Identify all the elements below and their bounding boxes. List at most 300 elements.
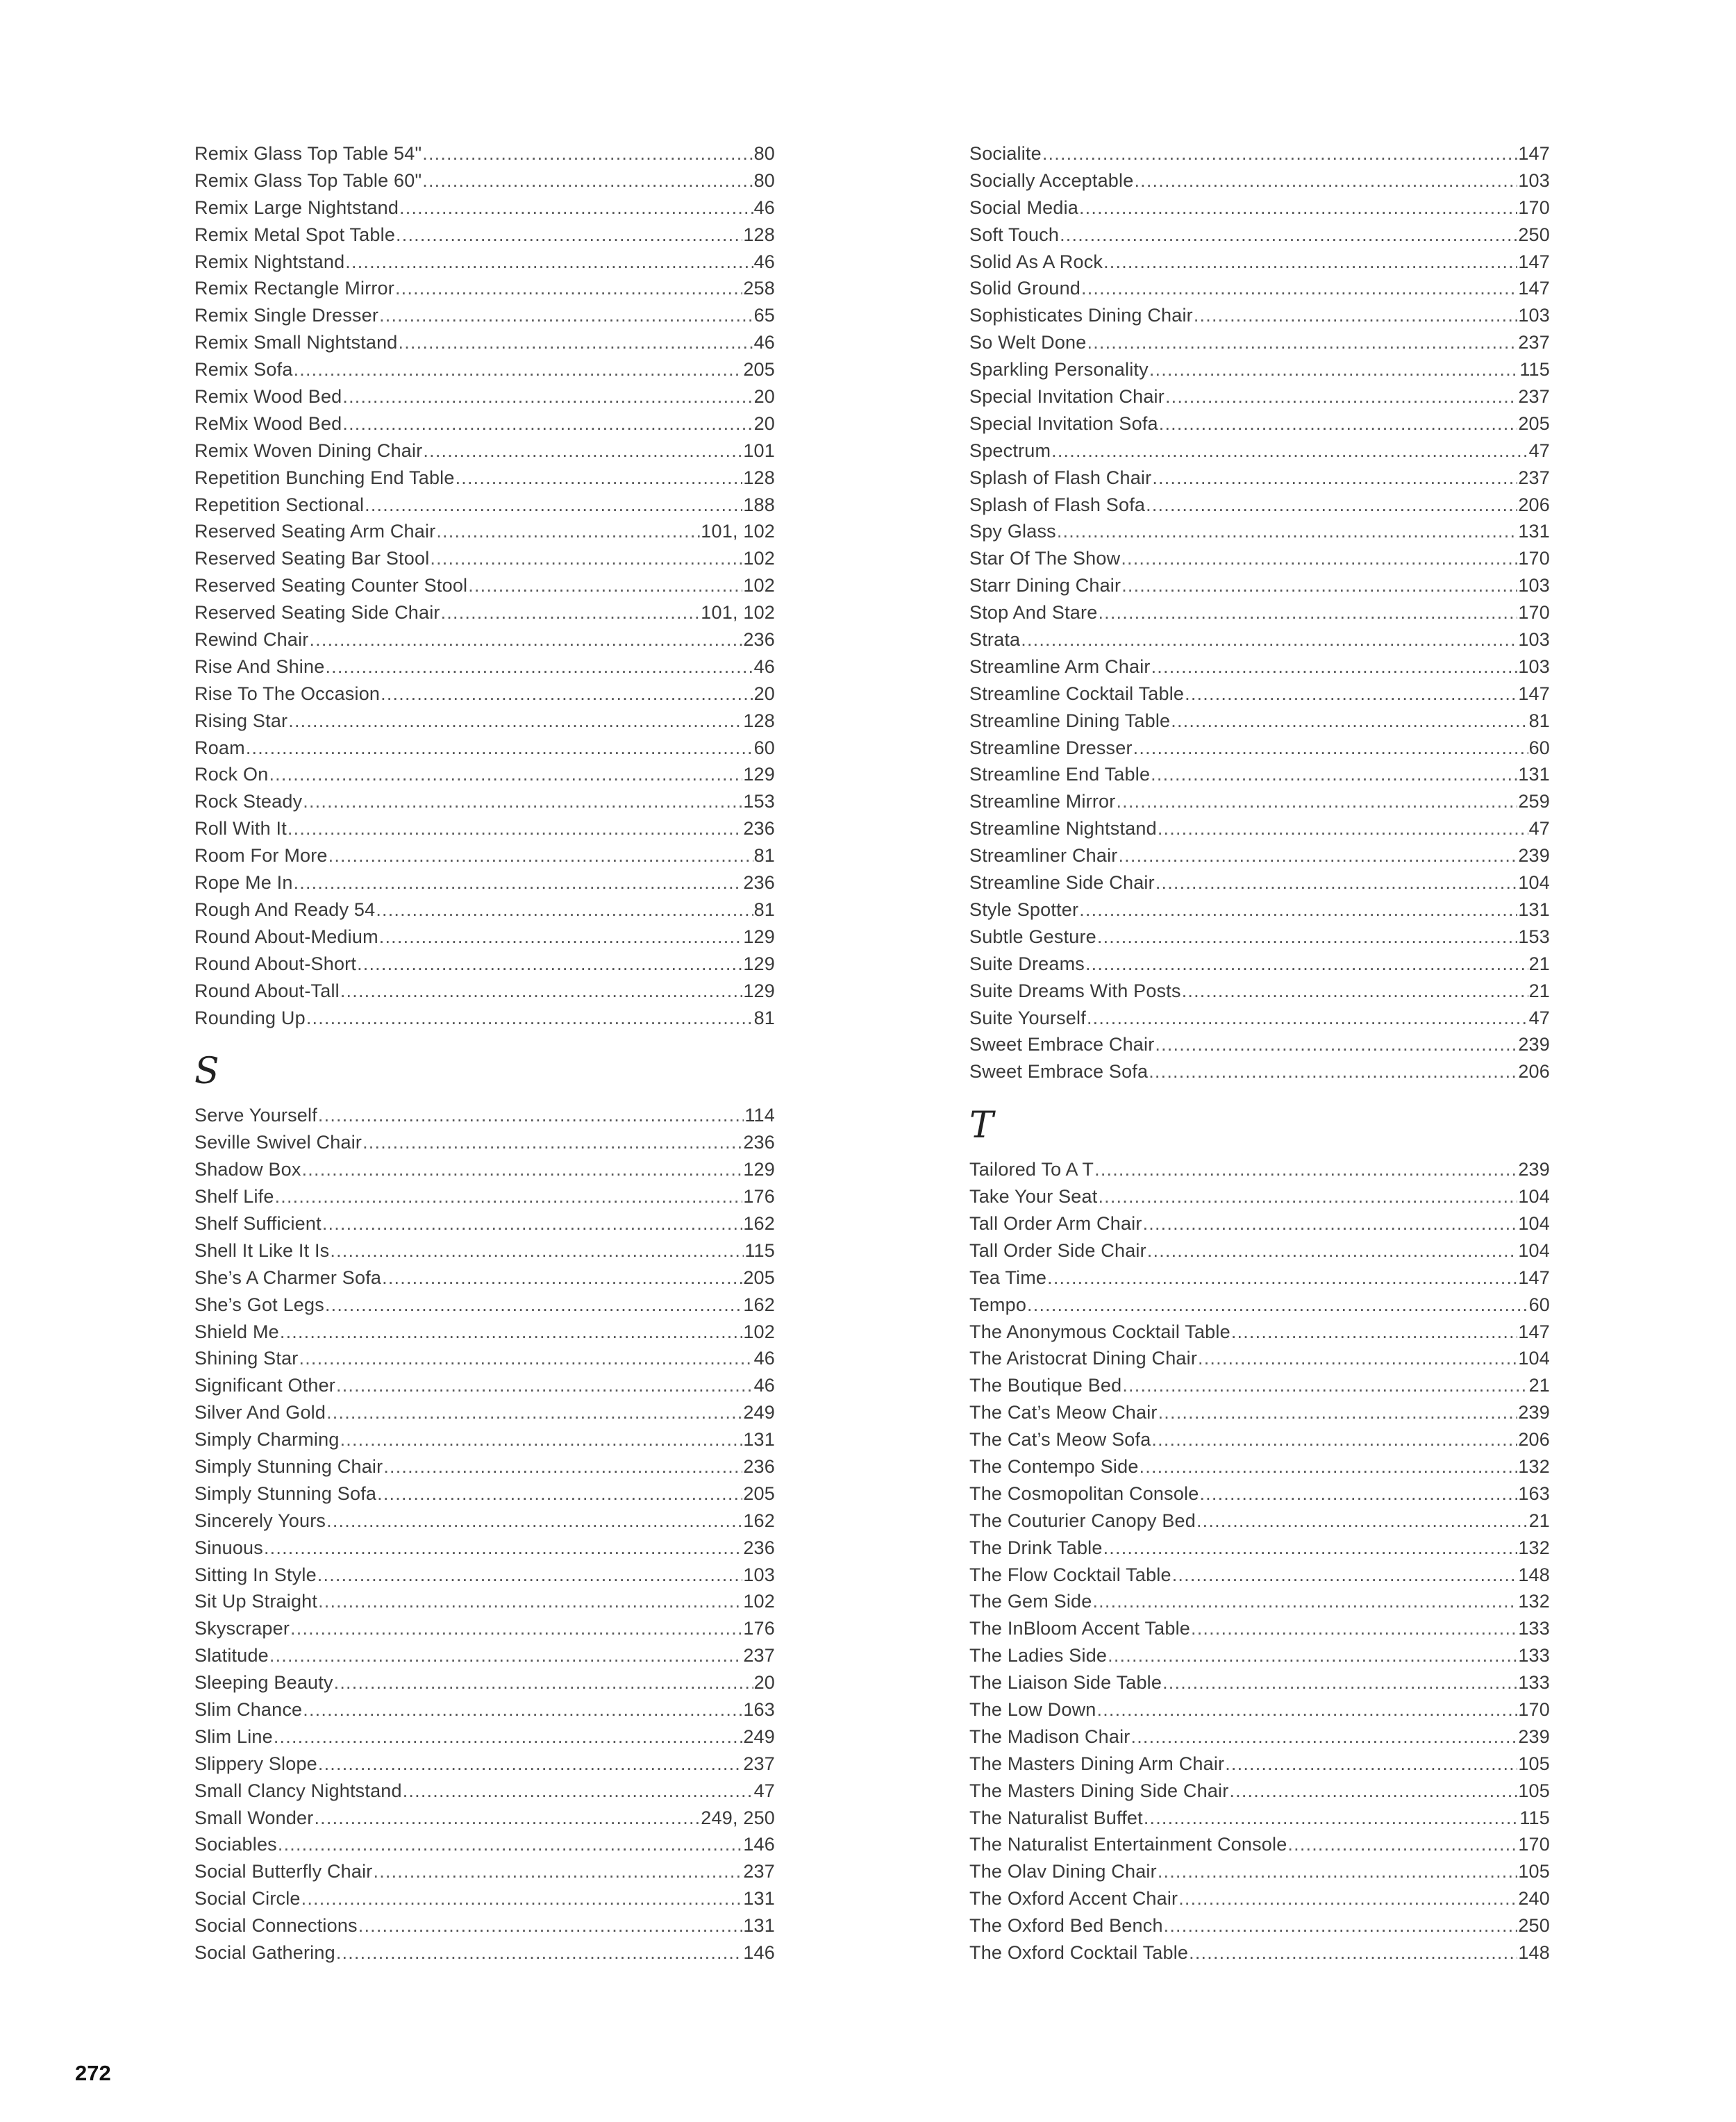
entry-name: Spectrum bbox=[969, 440, 1051, 461]
entry-name: The Aristocrat Dining Chair bbox=[969, 1348, 1198, 1369]
index-entry bbox=[969, 437, 1550, 465]
entry-name: Shell It Like It Is bbox=[194, 1239, 330, 1261]
entry-name: Streamline Nightstand bbox=[969, 818, 1157, 839]
entry-page-number: 162 bbox=[743, 1510, 775, 1531]
dot-leader bbox=[290, 1615, 742, 1642]
entry-page-number: 250 bbox=[1518, 224, 1550, 245]
entry-name: Rise To The Occasion bbox=[194, 683, 381, 704]
entry-page-number: 128 bbox=[743, 710, 775, 731]
entry-name: Simply Stunning Chair bbox=[194, 1455, 383, 1477]
index-entry bbox=[969, 194, 1550, 222]
entry-name: Slim Chance bbox=[194, 1698, 303, 1720]
entry-page-number: 237 bbox=[743, 1861, 775, 1882]
entry-page-number: 170 bbox=[1518, 602, 1550, 624]
index-entry bbox=[194, 1156, 775, 1183]
entry-name: Rising Star bbox=[194, 710, 288, 731]
entry-name: Remix Wood Bed bbox=[194, 386, 342, 408]
entry-name: Starr Dining Chair bbox=[969, 575, 1121, 596]
entry-name: The Naturalist Buffet bbox=[969, 1807, 1143, 1828]
dot-leader bbox=[1079, 194, 1517, 222]
entry-name: Special Invitation Chair bbox=[969, 386, 1165, 408]
index-entry bbox=[194, 1480, 775, 1507]
entry-name: Shadow Box bbox=[194, 1159, 301, 1180]
dot-leader bbox=[340, 978, 743, 1005]
entry-page-number: 20 bbox=[753, 386, 775, 408]
entry-name: Streamline Dining Table bbox=[969, 710, 1171, 731]
entry-name: Remix Sofa bbox=[194, 359, 293, 381]
entry-name: Reserved Seating Side Chair bbox=[194, 602, 440, 624]
index-entry bbox=[969, 1480, 1550, 1507]
entry-page-number: 104 bbox=[1518, 1186, 1550, 1208]
index-entry bbox=[194, 1129, 775, 1156]
entry-name: Solid As A Rock bbox=[969, 251, 1103, 272]
entry-page-number: 236 bbox=[743, 1455, 775, 1477]
entry-page-number: 115 bbox=[1519, 359, 1550, 381]
index-entry bbox=[969, 545, 1550, 572]
index-entry bbox=[969, 140, 1550, 167]
dot-leader bbox=[1229, 1778, 1517, 1805]
dot-leader bbox=[1051, 437, 1528, 465]
index-entry bbox=[969, 788, 1550, 815]
dot-leader bbox=[294, 869, 743, 896]
entry-page-number: 21 bbox=[1528, 1510, 1550, 1531]
entry-page-number: 148 bbox=[1518, 1942, 1550, 1963]
entry-page-number: 129 bbox=[743, 980, 775, 1001]
entry-page-number: 250 bbox=[1518, 1915, 1550, 1937]
index-entry bbox=[194, 680, 775, 708]
entry-page-number: 259 bbox=[1518, 791, 1550, 812]
index-entry bbox=[194, 1183, 775, 1210]
entry-page-number: 46 bbox=[753, 655, 775, 677]
entry-name: Slatitude bbox=[194, 1645, 269, 1666]
index-entry bbox=[969, 653, 1550, 680]
index-entry bbox=[194, 437, 775, 465]
entry-name: Streamline Mirror bbox=[969, 791, 1116, 812]
dot-leader bbox=[1027, 1292, 1528, 1319]
entry-page-number: 206 bbox=[1518, 494, 1550, 515]
dot-leader bbox=[1162, 1669, 1517, 1696]
dot-leader bbox=[1021, 626, 1517, 653]
entry-page-number: 81 bbox=[753, 845, 775, 867]
dot-leader bbox=[1182, 978, 1528, 1005]
entry-page-number: 131 bbox=[743, 1888, 775, 1910]
entry-page-number: 80 bbox=[753, 169, 775, 191]
index-entry bbox=[969, 518, 1550, 545]
index-entry bbox=[969, 1778, 1550, 1805]
entry-name: Streamline Arm Chair bbox=[969, 655, 1151, 677]
entry-page-number: 47 bbox=[753, 1780, 775, 1801]
entry-page-number: 206 bbox=[1518, 1429, 1550, 1451]
index-entry bbox=[194, 222, 775, 249]
dot-leader bbox=[436, 518, 700, 545]
entry-page-number: 114 bbox=[744, 1105, 775, 1126]
index-entry bbox=[969, 896, 1550, 924]
entry-name: The Ladies Side bbox=[969, 1645, 1108, 1666]
entry-page-number: 236 bbox=[743, 1132, 775, 1153]
dot-leader bbox=[274, 1723, 742, 1751]
dot-leader bbox=[1079, 896, 1517, 924]
entry-name: Tailored To A T bbox=[969, 1159, 1094, 1180]
index-entry bbox=[194, 842, 775, 869]
entry-page-number: 65 bbox=[753, 305, 775, 326]
dot-leader bbox=[362, 1129, 742, 1156]
dot-leader bbox=[399, 194, 753, 222]
dot-leader bbox=[379, 302, 753, 329]
dot-leader bbox=[1151, 1426, 1517, 1453]
dot-leader bbox=[1133, 735, 1528, 762]
entry-name: Skyscraper bbox=[194, 1618, 290, 1639]
entry-name: She’s Got Legs bbox=[194, 1294, 324, 1315]
index-entry bbox=[194, 1751, 775, 1778]
index-entry bbox=[969, 1669, 1550, 1696]
entry-page-number: 101, 102 bbox=[701, 521, 775, 542]
dot-leader bbox=[325, 1292, 742, 1319]
dot-leader bbox=[314, 1805, 700, 1832]
entry-name: The Cosmopolitan Console bbox=[969, 1482, 1199, 1504]
entry-page-number: 147 bbox=[1518, 1267, 1550, 1288]
index-entry bbox=[194, 275, 775, 302]
dot-leader bbox=[301, 1885, 743, 1912]
index-entry bbox=[194, 1615, 775, 1642]
dot-leader bbox=[302, 1156, 743, 1183]
index-column-left bbox=[194, 140, 775, 1966]
entry-page-number: 133 bbox=[1518, 1618, 1550, 1639]
entry-name: Sit Up Straight bbox=[194, 1591, 318, 1612]
entry-name: Stop And Stare bbox=[969, 602, 1098, 624]
entry-name: Remix Large Nightstand bbox=[194, 197, 399, 218]
index-entry bbox=[194, 1562, 775, 1589]
entry-page-number: 46 bbox=[753, 251, 775, 272]
dot-leader bbox=[287, 815, 742, 842]
dot-leader bbox=[1081, 275, 1517, 302]
entry-name: Sitting In Style bbox=[194, 1564, 317, 1585]
entry-page-number: 240 bbox=[1518, 1888, 1550, 1910]
index-entry bbox=[194, 1102, 775, 1129]
index-entry bbox=[969, 761, 1550, 788]
index-entry bbox=[969, 1939, 1550, 1966]
entry-name: So Welt Done bbox=[969, 332, 1087, 353]
entry-page-number: 133 bbox=[1518, 1672, 1550, 1694]
entry-name: Room For More bbox=[194, 845, 328, 867]
index-entry bbox=[969, 1264, 1550, 1292]
entry-page-number: 60 bbox=[753, 737, 775, 758]
dot-leader bbox=[377, 1480, 742, 1507]
dot-leader bbox=[1196, 1507, 1528, 1535]
entry-page-number: 105 bbox=[1518, 1861, 1550, 1882]
dot-leader bbox=[303, 788, 742, 815]
entry-name: Streamline Cocktail Table bbox=[969, 683, 1185, 704]
dot-leader bbox=[334, 1669, 753, 1696]
entry-page-number: 132 bbox=[1518, 1455, 1550, 1477]
index-entry bbox=[194, 951, 775, 978]
index-entry bbox=[969, 1031, 1550, 1058]
entry-page-number: 133 bbox=[1518, 1645, 1550, 1666]
index-entry bbox=[969, 356, 1550, 383]
entry-page-number: 21 bbox=[1528, 980, 1550, 1001]
entry-name: The Oxford Accent Chair bbox=[969, 1888, 1178, 1910]
index-entry bbox=[969, 1319, 1550, 1346]
entry-name: Remix Glass Top Table 54" bbox=[194, 143, 422, 164]
index-entry bbox=[194, 1939, 775, 1966]
index-entry bbox=[194, 167, 775, 194]
index-entry bbox=[194, 599, 775, 626]
dot-leader bbox=[1098, 599, 1517, 626]
dot-leader bbox=[280, 1319, 742, 1346]
entry-page-number: 81 bbox=[753, 1007, 775, 1028]
dot-leader bbox=[345, 249, 753, 276]
dot-leader bbox=[382, 1264, 742, 1292]
index-entry bbox=[194, 1858, 775, 1885]
index-entry bbox=[969, 465, 1550, 492]
entry-name: Tall Order Arm Chair bbox=[969, 1212, 1142, 1234]
dot-leader bbox=[1149, 356, 1519, 383]
entry-page-number: 47 bbox=[1528, 1007, 1550, 1028]
dot-leader bbox=[1042, 140, 1517, 167]
index-entry bbox=[969, 1005, 1550, 1032]
index-entry bbox=[194, 788, 775, 815]
entry-page-number: 129 bbox=[743, 926, 775, 947]
entry-page-number: 205 bbox=[743, 1482, 775, 1504]
entry-page-number: 81 bbox=[1528, 710, 1550, 731]
dot-leader bbox=[383, 1453, 742, 1480]
entry-name: The Masters Dining Arm Chair bbox=[969, 1753, 1225, 1774]
entry-page-number: 162 bbox=[743, 1294, 775, 1315]
entry-name: Rounding Up bbox=[194, 1007, 306, 1028]
entry-page-number: 80 bbox=[753, 143, 775, 164]
dot-leader bbox=[1085, 951, 1528, 978]
entry-name: She’s A Charmer Sofa bbox=[194, 1267, 382, 1288]
entry-page-number: 47 bbox=[1528, 440, 1550, 461]
entry-page-number: 146 bbox=[743, 1834, 775, 1855]
entry-page-number: 46 bbox=[753, 332, 775, 353]
entry-page-number: 237 bbox=[1518, 386, 1550, 408]
entry-name: Roll With It bbox=[194, 818, 287, 839]
index-entry bbox=[194, 545, 775, 572]
entry-name: Rock On bbox=[194, 764, 269, 785]
index-entry bbox=[194, 1005, 775, 1032]
entry-page-number: 176 bbox=[743, 1186, 775, 1208]
index-entry bbox=[194, 410, 775, 437]
entry-name: The Naturalist Entertainment Console bbox=[969, 1834, 1287, 1855]
entry-name: Round About-Tall bbox=[194, 980, 340, 1001]
entry-page-number: 132 bbox=[1518, 1537, 1550, 1558]
index-entry bbox=[969, 1562, 1550, 1589]
index-entry bbox=[194, 1372, 775, 1399]
entry-name: Tall Order Side Chair bbox=[969, 1239, 1146, 1261]
entry-page-number: 104 bbox=[1518, 1348, 1550, 1369]
entry-page-number: 236 bbox=[743, 872, 775, 894]
index-entry bbox=[969, 1615, 1550, 1642]
index-entry bbox=[194, 1588, 775, 1615]
entry-name: Seville Swivel Chair bbox=[194, 1132, 362, 1153]
index-entry bbox=[194, 1453, 775, 1480]
entry-name: Small Clancy Nightstand bbox=[194, 1780, 402, 1801]
section-heading-s: S bbox=[194, 1051, 219, 1093]
entry-page-number: 237 bbox=[743, 1645, 775, 1666]
dot-leader bbox=[1143, 1210, 1518, 1237]
index-entry bbox=[194, 626, 775, 653]
index-entry bbox=[969, 842, 1550, 869]
index-entry bbox=[969, 680, 1550, 708]
entry-page-number: 104 bbox=[1518, 872, 1550, 894]
entry-page-number: 236 bbox=[743, 1537, 775, 1558]
index-entry bbox=[969, 1885, 1550, 1912]
index-entry bbox=[969, 1345, 1550, 1372]
entry-name: The Couturier Canopy Bed bbox=[969, 1510, 1196, 1531]
dot-leader bbox=[336, 1939, 743, 1966]
entry-page-number: 128 bbox=[743, 467, 775, 488]
entry-page-number: 131 bbox=[1518, 764, 1550, 785]
entry-page-number: 131 bbox=[743, 1915, 775, 1937]
dot-leader bbox=[1159, 410, 1518, 437]
entry-name: Special Invitation Sofa bbox=[969, 412, 1158, 434]
dot-leader bbox=[1060, 222, 1517, 249]
dot-leader bbox=[1225, 1751, 1517, 1778]
entry-page-number: 205 bbox=[743, 1267, 775, 1288]
index-entry bbox=[969, 1507, 1550, 1535]
entry-name: The Low Down bbox=[969, 1698, 1096, 1720]
index-entry bbox=[969, 1831, 1550, 1858]
entry-page-number: 129 bbox=[743, 953, 775, 974]
entry-page-number: 102 bbox=[743, 1321, 775, 1342]
entry-name: Sparkling Personality bbox=[969, 359, 1149, 381]
entry-name: The Drink Table bbox=[969, 1537, 1103, 1558]
entry-page-number: 21 bbox=[1528, 953, 1550, 974]
entry-name: Social Connections bbox=[194, 1915, 358, 1937]
entry-name: The Anonymous Cocktail Table bbox=[969, 1321, 1230, 1342]
entry-page-number: 249 bbox=[743, 1402, 775, 1423]
entry-name: Social Gathering bbox=[194, 1942, 335, 1963]
entry-name: Remix Glass Top Table 60" bbox=[194, 169, 422, 191]
dot-leader bbox=[430, 545, 742, 572]
dot-leader bbox=[1121, 545, 1517, 572]
dot-leader bbox=[422, 167, 753, 194]
entry-page-number: 147 bbox=[1518, 683, 1550, 704]
index-group-s-continued bbox=[969, 140, 1550, 1085]
entry-name: Star Of The Show bbox=[969, 548, 1121, 569]
index-entry bbox=[969, 1588, 1550, 1615]
index-entry bbox=[194, 1264, 775, 1292]
dot-leader bbox=[269, 1642, 742, 1669]
entry-name: Strata bbox=[969, 629, 1021, 651]
dot-leader bbox=[1087, 1005, 1528, 1032]
index-entry bbox=[969, 815, 1550, 842]
entry-page-number: 146 bbox=[743, 1942, 775, 1963]
entry-page-number: 236 bbox=[743, 818, 775, 839]
entry-name: The Madison Chair bbox=[969, 1726, 1130, 1747]
dot-leader bbox=[1152, 465, 1517, 492]
index-entry bbox=[969, 708, 1550, 735]
entry-name: The Oxford Cocktail Table bbox=[969, 1942, 1189, 1963]
dot-leader bbox=[381, 680, 753, 708]
entry-name: Socially Acceptable bbox=[969, 169, 1134, 191]
entry-page-number: 170 bbox=[1518, 1834, 1550, 1855]
entry-page-number: 147 bbox=[1518, 251, 1550, 272]
entry-page-number: 237 bbox=[743, 1753, 775, 1774]
dot-leader bbox=[318, 1102, 744, 1129]
entry-name: Remix Single Dresser bbox=[194, 305, 379, 326]
entry-name: Shining Star bbox=[194, 1348, 299, 1369]
index-entry bbox=[194, 329, 775, 356]
entry-name: Splash of Flash Sofa bbox=[969, 494, 1146, 515]
entry-page-number: 103 bbox=[1518, 655, 1550, 677]
index-entry bbox=[194, 1319, 775, 1346]
entry-name: Serve Yourself bbox=[194, 1105, 317, 1126]
dot-leader bbox=[275, 1183, 743, 1210]
entry-name: The Contempo Side bbox=[969, 1455, 1139, 1477]
dot-leader bbox=[1098, 1183, 1517, 1210]
index-entry bbox=[969, 1372, 1550, 1399]
entry-name: Suite Dreams With Posts bbox=[969, 980, 1181, 1001]
entry-page-number: 131 bbox=[743, 1429, 775, 1451]
entry-page-number: 147 bbox=[1518, 278, 1550, 299]
dot-leader bbox=[1231, 1319, 1518, 1346]
dot-leader bbox=[326, 1507, 742, 1535]
entry-name: The Liaison Side Table bbox=[969, 1672, 1162, 1694]
entry-page-number: 163 bbox=[1518, 1482, 1550, 1504]
index-group-t bbox=[969, 1156, 1550, 1966]
index-entry bbox=[194, 1292, 775, 1319]
entry-page-number: 103 bbox=[1518, 575, 1550, 596]
dot-leader bbox=[1178, 1885, 1517, 1912]
entry-page-number: 239 bbox=[1518, 1159, 1550, 1180]
dot-leader bbox=[1118, 842, 1517, 869]
entry-name: Style Spotter bbox=[969, 899, 1079, 920]
dot-leader bbox=[294, 356, 743, 383]
entry-name: Reserved Seating Arm Chair bbox=[194, 521, 436, 542]
entry-page-number: 236 bbox=[743, 629, 775, 651]
entry-name: Remix Nightstand bbox=[194, 251, 345, 272]
entry-page-number: 132 bbox=[1518, 1591, 1550, 1612]
dot-leader bbox=[1158, 1399, 1518, 1426]
entry-page-number: 21 bbox=[1528, 1375, 1550, 1396]
entry-name: Remix Rectangle Mirror bbox=[194, 278, 394, 299]
dot-leader bbox=[1155, 1031, 1517, 1058]
entry-name: Sweet Embrace Sofa bbox=[969, 1061, 1149, 1083]
entry-name: Roam bbox=[194, 737, 245, 758]
index-entry bbox=[194, 194, 775, 222]
dot-leader bbox=[1172, 1562, 1518, 1589]
dot-leader bbox=[246, 735, 753, 762]
entry-name: Sophisticates Dining Chair bbox=[969, 305, 1193, 326]
dot-leader bbox=[1134, 167, 1517, 194]
index-entry bbox=[194, 1885, 775, 1912]
entry-page-number: 239 bbox=[1518, 1034, 1550, 1055]
dot-leader bbox=[342, 410, 753, 437]
dot-leader bbox=[1149, 1058, 1517, 1085]
index-entry bbox=[194, 869, 775, 896]
index-entry bbox=[969, 275, 1550, 302]
entry-name: The Gem Side bbox=[969, 1591, 1092, 1612]
index-entry bbox=[194, 1723, 775, 1751]
dot-leader bbox=[278, 1831, 742, 1858]
dot-leader bbox=[374, 1858, 743, 1885]
dot-leader bbox=[441, 599, 701, 626]
entry-page-number: 249, 250 bbox=[701, 1807, 775, 1828]
index-entry bbox=[194, 1507, 775, 1535]
index-entry bbox=[194, 1831, 775, 1858]
index-entry bbox=[969, 1156, 1550, 1183]
index-entry bbox=[194, 140, 775, 167]
entry-page-number: 147 bbox=[1518, 1321, 1550, 1342]
dot-leader bbox=[269, 761, 742, 788]
entry-page-number: 205 bbox=[743, 359, 775, 381]
dot-leader bbox=[303, 1696, 742, 1723]
entry-name: Sleeping Beauty bbox=[194, 1672, 333, 1694]
index-entry bbox=[969, 1805, 1550, 1832]
entry-name: Sociables bbox=[194, 1834, 277, 1855]
index-entry bbox=[969, 1696, 1550, 1723]
